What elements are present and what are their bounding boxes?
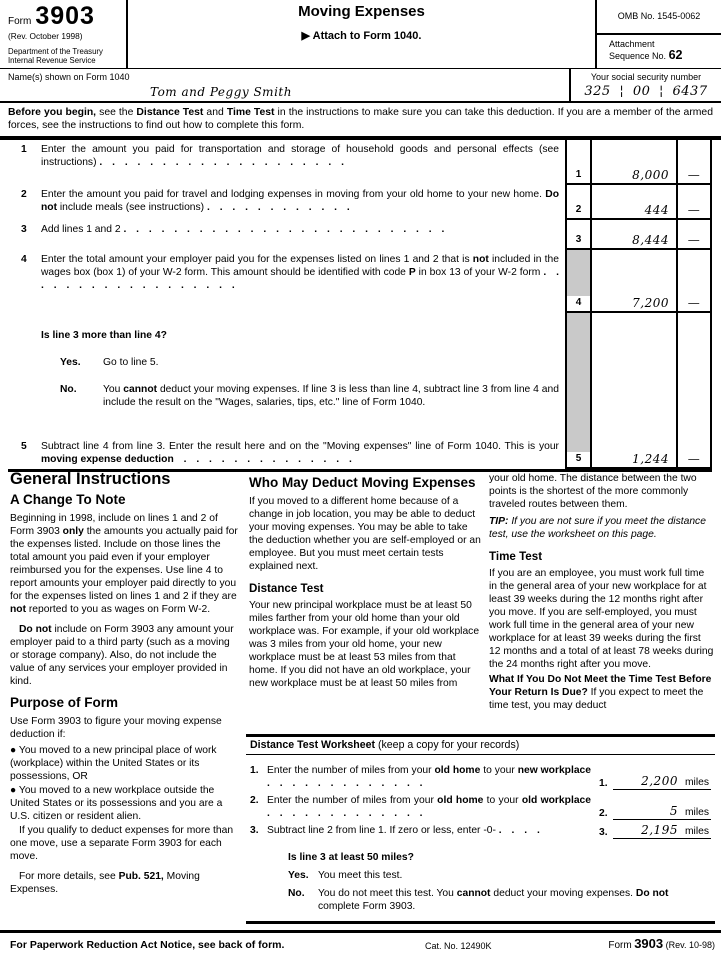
form-header <box>0 0 721 68</box>
line-4-text: Enter the total amount your employer paid you for the expenses listed on lines 1 and 2 that is not included in the wages box (box 1) of your W-2 form. This amount should be identified with code P in box 13 of your W-2 form . . . . . . . . . . . . . . . . . . <box>41 254 560 291</box>
form-line-1 <box>8 140 712 185</box>
footer-form-id <box>608 937 715 952</box>
purpose-bullet-2: ● You moved to a new workplace outside the United States or its possessions and you are a U.S. citizen or resident alien. <box>10 785 223 822</box>
change-paragraph-2: Do not include on Form 3903 any amount your employer paid to a third party (such as a moving or storage company). Also, do not include the value of any services your employer provided in kind. <box>10 624 234 687</box>
distance-test-heading: Distance Test <box>249 582 324 595</box>
department-line-2: Internal Revenue Service <box>8 56 96 65</box>
worksheet-yes-label: Yes. <box>288 870 309 881</box>
time-test-ref: Time Test <box>226 107 275 118</box>
sequence-label: Sequence No. <box>609 50 667 61</box>
more-details-paragraph: For more details, see Pub. 521, Moving Expenses. <box>10 871 200 895</box>
footer-revision: (Rev. 10-98) <box>665 940 715 950</box>
line-5-number: 5 <box>21 441 27 452</box>
line-2-amount-field[interactable]: 444 <box>644 203 669 217</box>
line-3-amount-field[interactable]: 8,444 <box>632 233 669 247</box>
worksheet-line-3-miles-field[interactable]: 2,195 <box>641 823 678 837</box>
form-line-3 <box>8 220 712 250</box>
worksheet-no-label: No. <box>288 888 305 899</box>
worksheet-line-2-unit: miles <box>684 807 709 818</box>
time-test-paragraph: If you are an employee, you must work full time in the general area of your new workplace for at least 39 weeks during the 12 months right after you move. If you are self-employed, you must work full time in the general area of your new workplace for at least 39 weeks during the first 12 months and a total of at least 78 weeks during the 24 months right after you move. <box>489 568 714 670</box>
worksheet-line-2-text: Enter the number of miles from your old home to your old workplace . . . . . . . . . . . . . <box>267 795 591 819</box>
worksheet-yes-branch <box>288 869 711 882</box>
no-text: You cannot deduct your moving expenses. If line 3 is less than line 4, subtract line 3 from line 4 and include the result on the "Wages, salaries, tips, etc." line of Form 1040. <box>103 384 559 408</box>
line-2-number: 2 <box>21 189 27 200</box>
form-line-2 <box>8 185 712 220</box>
catalog-number: Cat. No. 12490K <box>425 941 492 951</box>
attachment-label: Attachment <box>609 39 655 49</box>
line-3-text: Add lines 1 and 2 . . . . . . . . . . . . . . . . . . . . . . . . . . <box>41 224 445 235</box>
ssn-label: Your social security number <box>590 72 702 82</box>
attachment-sequence <box>597 35 721 68</box>
form-title: Moving Expenses <box>298 3 425 20</box>
general-instructions-column <box>10 470 239 903</box>
worksheet-line-3-number: 3. <box>250 825 259 836</box>
distance-test-worksheet <box>246 734 715 924</box>
before-lead: Before you begin, <box>8 107 100 118</box>
purpose-of-form-heading: Purpose of Form <box>10 695 119 710</box>
distance-test-ref: Distance Test <box>136 107 204 118</box>
department-line-1: Department of the Treasury <box>8 47 103 56</box>
worksheet-no-text: You do not meet this test. You cannot deduct your moving expenses. Do not complete Form 3903. <box>318 888 669 912</box>
yes-label: Yes. <box>60 357 81 368</box>
multiple-moves-paragraph: If you qualify to deduct expenses for more than one move, use a separate Form 3903 for each move. <box>10 825 234 862</box>
page-footer <box>0 930 721 952</box>
who-may-deduct-column <box>249 473 483 697</box>
worksheet-line-2-miles-field[interactable]: 5 <box>669 804 678 818</box>
time-test-column <box>489 472 715 719</box>
tip-paragraph: TIP: If you are not sure if you meet the distance test, use the worksheet on this page. <box>489 516 706 540</box>
omb-block <box>595 0 721 68</box>
line-4-box-number: 4 <box>567 296 590 311</box>
line-5-cents-field[interactable]: — <box>687 452 701 466</box>
worksheet-no-branch <box>288 887 711 913</box>
yes-branch <box>60 356 559 369</box>
line-1-number: 1 <box>21 144 27 155</box>
line-5-text: Subtract line 4 from line 3. Enter the result here and on the "Moving expenses" line of Form 1040. This is your moving expense deduction . . . . . . . . . . . . . . <box>41 441 559 465</box>
change-to-note-heading: A Change To Note <box>10 492 126 507</box>
worksheet-line-1-number: 1. <box>250 765 259 776</box>
name-label: Name(s) shown on Form 1040 <box>8 72 130 82</box>
worksheet-row-2 <box>250 794 711 820</box>
tip-label: TIP: <box>489 516 509 527</box>
before-you-begin-note: Before you begin, see the Distance Test and Time Test in the instructions to make sure you can take this deduction. If you are a member of the armed forces, see the instructions to find out how to complete this form. <box>0 101 721 140</box>
line-3-number: 3 <box>21 224 27 235</box>
line-3-cents-field[interactable]: — <box>687 233 701 247</box>
change-paragraph-1: Beginning in 1998, include on lines 1 and 2 of Form 3903 only the amounts you actually paid for the expenses listed. Include on those lines the total amount you paid even if your employer reimbursed you for the expenses. Use line 4 to report amounts your employer paid directly to you for the expenses listed on lines 1 and 2 if they are not reported to you as wages on Form W-2. <box>10 513 238 615</box>
yes-text: Go to line 5. <box>103 357 159 368</box>
line-2-text: Enter the amount you paid for travel and lodging expenses in moving from your old home to your new home. Do not include meals (see instructions) . . . . . . . . . . . . <box>41 189 559 213</box>
line-5-amount-field[interactable]: 1,244 <box>632 452 669 466</box>
sequence-number: 62 <box>668 47 683 62</box>
line-1-amount-field[interactable]: 8,000 <box>632 168 669 182</box>
worksheet-line-3-unit: miles <box>684 826 709 837</box>
taxpayer-name-field[interactable]: Tom and Peggy Smith <box>150 85 292 99</box>
time-test-due-paragraph: What If You Do Not Meet the Time Test Before Your Return Is Due? If you expect to meet the time test, you may deduct <box>489 674 712 711</box>
line-3-box-number: 3 <box>567 233 590 248</box>
line-2-box-number: 2 <box>567 203 590 218</box>
worksheet-line-1-text: Enter the number of miles from your old home to your new workplace . . . . . . . . . . . . . <box>267 765 592 789</box>
purpose-bullet-1: ● You moved to a new principal place of work (workplace) within the United States or its possessions, OR <box>10 745 217 782</box>
worksheet-line-2-entry-number: 2. <box>599 808 608 819</box>
worksheet-title: Distance Test Worksheet (keep a copy for your records) <box>246 737 715 755</box>
time-test-heading: Time Test <box>489 550 543 563</box>
worksheet-line-3-entry-number: 3. <box>599 827 608 838</box>
form-line-5 <box>8 313 712 469</box>
paperwork-notice: For Paperwork Reduction Act Notice, see back of form. <box>10 939 285 951</box>
worksheet-yes-text: You meet this test. <box>318 870 403 881</box>
worksheet-line-2-number: 2. <box>250 795 259 806</box>
distance-test-paragraph: Your new principal workplace must be at least 50 miles farther from your old home than your old workplace was. For example, if your old workplace was 3 miles from your old home, your new workplace must be at least 53 miles from that home. If you did not have an old workplace, your new workplace must be at least 50 miles from <box>249 600 480 689</box>
worksheet-50-miles-question: Is line 3 at least 50 miles? <box>288 852 414 863</box>
line-1-cents-field[interactable]: — <box>687 168 701 182</box>
who-may-deduct-paragraph: If you moved to a different home because of a change in job location, you may be able to deduct your moving expenses. You may be able to take the deduction whether you are self-employed or an employee. But you must meet certain tests explained next. <box>249 496 481 572</box>
worksheet-row-3 <box>250 824 711 839</box>
line-4-cents-field[interactable]: — <box>687 296 701 310</box>
no-branch <box>60 383 559 409</box>
line-1-text: Enter the amount you paid for transportation and storage of household goods and personal effects (see instructions) . . . . . . . . . . . . . . . . . . . . <box>41 144 559 168</box>
form-line-4 <box>8 250 712 313</box>
line-2-cents-field[interactable]: — <box>687 203 701 217</box>
form-number: 3903 <box>35 2 95 30</box>
worksheet-line-1-entry-number: 1. <box>599 778 608 789</box>
form-identity-block <box>0 0 128 68</box>
omb-number: OMB No. 1545-0062 <box>597 0 721 35</box>
attach-instruction: ▶ Attach to Form 1040. <box>301 30 422 42</box>
line-5-box-number: 5 <box>567 452 590 467</box>
worksheet-line-3-text: Subtract line 2 from line 1. If zero or less, enter -0- . . . . <box>267 825 540 836</box>
distance-test-continuation: your old home. The distance between the two points is the shortest of the more commonly traveled routes between them. <box>489 473 697 510</box>
who-may-deduct-heading: Who May Deduct Moving Expenses <box>249 475 476 490</box>
title-block <box>128 0 595 68</box>
worksheet-line-1-unit: miles <box>684 777 709 788</box>
general-instructions-heading: General Instructions <box>10 470 171 488</box>
footer-form-number: 3903 <box>634 936 664 951</box>
revision-date: (Rev. October 1998) <box>8 31 83 41</box>
footer-form-label: Form <box>608 940 632 951</box>
form-word-label: Form <box>8 16 32 27</box>
line-4-amount-field[interactable]: 7,200 <box>632 296 669 310</box>
line3-vs-line4-question: Is line 3 more than line 4? <box>41 330 167 341</box>
line-4-number: 4 <box>21 254 27 265</box>
no-label: No. <box>60 384 77 395</box>
ssn-field[interactable]: 325 ¦ 00 ¦ 6437 <box>584 84 708 99</box>
form-lines-table <box>8 140 712 472</box>
name-ssn-row <box>0 68 721 101</box>
line-1-box-number: 1 <box>567 168 590 183</box>
worksheet-line-1-miles-field[interactable]: 2,200 <box>641 774 678 788</box>
purpose-paragraph: Use Form 3903 to figure your moving expense deduction if: <box>10 716 222 740</box>
worksheet-row-1 <box>250 764 711 790</box>
